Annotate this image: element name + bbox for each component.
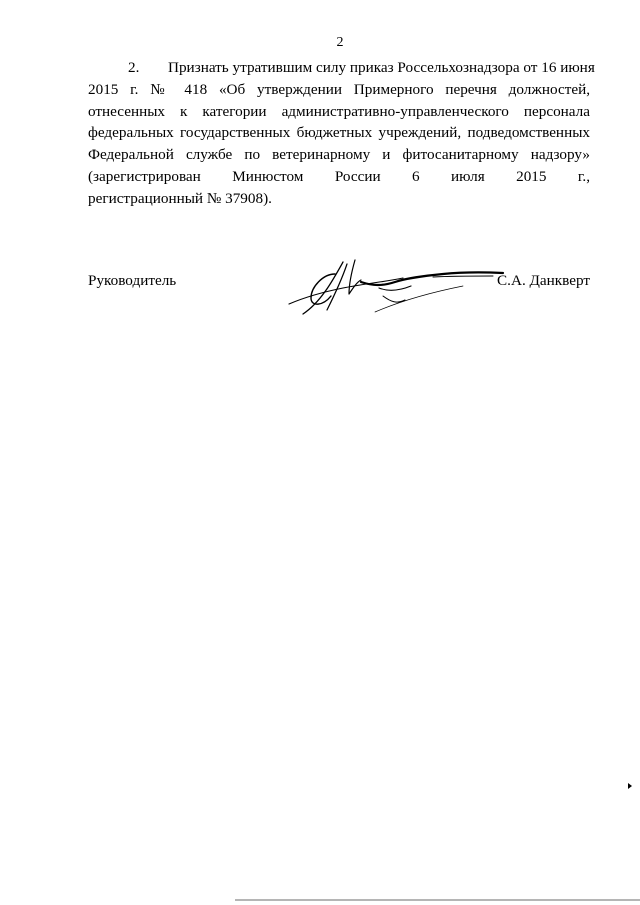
scan-artifact-mark — [628, 783, 632, 789]
paragraph-line: (зарегистрирован Минюстом России 6 июля 2015 г., — [88, 167, 590, 185]
paragraph-line: регистрационный № 37908). — [88, 189, 272, 207]
paragraph-line: Федеральной службе по ветеринарному и фитосанитарному надзору» — [88, 146, 590, 164]
paragraph-2 — [88, 57, 595, 210]
paragraph-line — [88, 57, 595, 79]
paragraph-number: 2. — [128, 59, 140, 76]
paragraph-line-text: Признать утратившим силу приказ Россельхознадзора от 16 июня — [168, 59, 595, 76]
signature-block — [88, 270, 590, 330]
page-number: 2 — [336, 35, 344, 50]
handwritten-signature — [283, 252, 513, 322]
scan-bottom-edge — [235, 899, 640, 901]
paragraph-line: отнесенных к категории административно-управленческого персонала — [88, 102, 590, 120]
signer-title: Руководитель — [88, 272, 177, 289]
paragraph-line: 2015 г. № 418 «Об утверждении Примерного перечня должностей, — [88, 80, 590, 98]
paragraph-line: федеральных государственных бюджетных учреждений, подведомственных — [88, 124, 590, 142]
signer-name: С.А. Данкверт — [497, 272, 590, 289]
